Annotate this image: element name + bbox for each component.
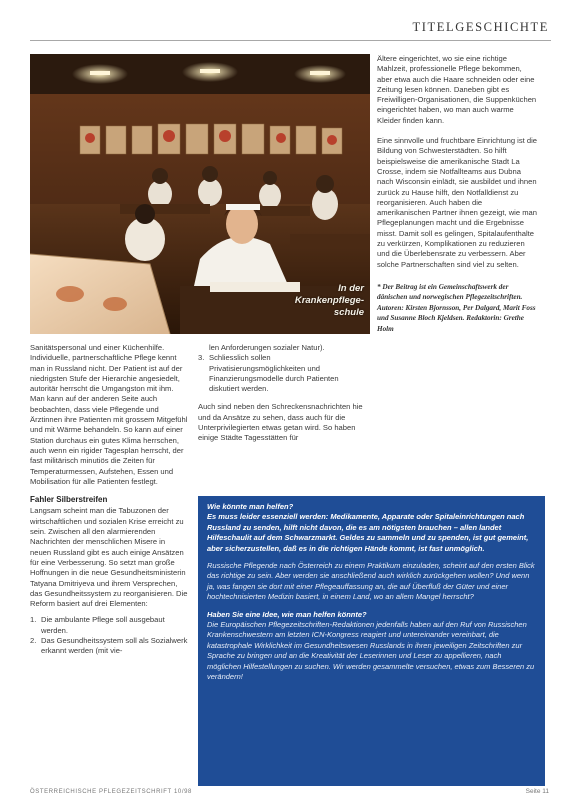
list-item: 1. Die ambulante Pflege soll ausgebaut werden.: [30, 615, 165, 635]
page-number: Seite 11: [525, 788, 549, 795]
paragraph: Ältere eingerichtet, wo sie eine richtige Mahlzeit, professionelle Pflege bekommen, aber etwa auch die Haare schneiden oder eine Zeitung lesen können. Daneben gibt es Freiwilligen-Organisationen, die Suppenküchen eingerichtet haben, wo man auch warme Kleider finden kann.: [377, 54, 537, 125]
photo-caption: [272, 283, 364, 319]
footnote: * Der Beitrag ist ein Gemeinschaftswerk der dänischen und norwegischen Pflegezeitschriften. Autoren: Kirsten Bjornsson, Per Dalgard, Marit Foss und Susanne Bloch Kjeldsen. Redaktorin: Grethe Holm: [377, 282, 536, 333]
box-question: Haben Sie eine Idee, wie man helfen könnte?: [207, 609, 367, 619]
paragraph: Sanitätspersonal und einer Küchenhilfe. Individuelle, partnerschaftliche Pflege kennt man in Russland nicht. Der Patient ist auf der niedrigsten Stufe der Hierarchie angesiedelt, autoritär herrscht die Umgangston mit ihm. Man kann auf der anderen Seite auch beobachten, dass viele Pflegende und Ärztinnen ihre Patienten mit grossem Mitgefühl und mit Wärme behandeln. So kann auf einer Station durchaus ein gutes Klima herrschen, auch wenn ein rigider Tagesplan herrscht, der fast militärisch minutiös die Zeiten für Temperaturmessen, Aufstehen, Essen und Mobilisation für alle Patienten festlegt.: [30, 343, 188, 486]
subheading: Fahler Silberstreifen: [30, 495, 108, 505]
box-answer: Die Europäischen Pflegezeitschriften-Redaktionen jedenfalls haben auf den Ruf von Russischen Krankenschwestern am letzten ICN-Kongress reagiert und untereinander vereinbart, die katastrophale Wirklichkeit im Gesundheitswesen Russlands in ihren jeweiligen Zeitschriften zur Sprache zu bringen und an die Kreativität der Leserinnen und Leser zu appellieren, nach möglichen Hilfestellungen zu suchen. Wir werden gesammelte versuchen, etwas zum Besseren zu verändern!: [207, 620, 535, 682]
reform-list-continued: [198, 343, 366, 394]
box-question: Wie könnte man helfen?: [207, 502, 294, 511]
list-item: 2. Das Gesundheitssystem soll als Sozialwerk erkannt werden (mit vie-: [30, 636, 188, 656]
paragraph: Langsam scheint man die Tabuzonen der wirtschaftlichen und sozialen Krise erreicht zu sein. Zwischen all den alarmierenden Nachrichten der menschlichen Misere in neuen Russland gibt es auch einige Ansätzen für eine Verbesserung. So setzt man große Hoffnungen in die neue Gesundheitsministerin Tatyana Dmitriyeva und ihrem Versprechen, das Gesundheitssystem zu reorganisieren. Die Reform basiert auf drei Elementen:: [30, 506, 188, 609]
help-box: [198, 496, 545, 786]
caption-line: schule: [333, 307, 364, 318]
reform-list: [30, 615, 188, 656]
header-rule: [30, 40, 551, 41]
left-column: [30, 343, 188, 657]
caption-line: In der: [338, 283, 364, 294]
box-answer: Es muss leider essenziell werden: Medikamente, Apparate oder Spitaleinrichtungen nach Russland zu senden, hilft nicht davon, die es am nötigsten brauchen – allen landet Hilfeschaulit auf dem Schwarzmarkt. Geldes zu sammeln und zu spenden, ist gut gemeint, aber sicherzustellen, daß es in die richtigen Hände kommt, ist fast unmöglich.: [207, 512, 529, 553]
paragraph: Auch sind neben den Schreckensnachrichten hie und da Ansätze zu sehen, dass auch für die Unterprivilegierten etwas getan wird. So haben einige Städte Tagesstätten für: [198, 402, 363, 443]
middle-column: [198, 343, 366, 444]
box-paragraph: Russische Pflegende nach Österreich zu einem Praktikum einzuladen, scheint auf den ersten Blick das richtige zu sein. Aber werden sie anschließend auch wirklich zurückgehen wollen? Und wenn ja, was fangen sie dort mit einer Pflegeauffassung an, die auf Überfluß der Güter und einer hochtechnisierten Medizin basiert, in einem Land, wo an allem Mangel herrscht?: [207, 561, 535, 602]
paragraph: Eine sinnvolle und fruchtbare Einrichtung ist die Bildung von Schwesterstädten. So hilft beispielsweise die amerikanische Stadt La Crosse, indem sie Notfallteams aus Dubna nach Wisconsin einlädt, sie ausbildet und ihnen zurück zu Hause hilft, den Notfalldienst zu reorganisieren. Auch haben die amerikanischen Partner ihnen gezeigt, wie man Pflegeplanungen macht und die Ergebnisse misst. Damit soll es gelingen, Spitalaufenthalte zu verkürzen, Komplikationen zu reduzieren und die Überlebensrate zu verbessern. Aber solche Partnerschaften sind viel zu selten.: [377, 136, 537, 269]
caption-line: Krankenpflege-: [294, 295, 364, 306]
list-item: len Anforderungen sozialer Natur).: [209, 343, 325, 352]
list-item: 3. Schliesslich sollen Privatisierungsmöglichkeiten und Finanzierungsmodelle durch Patienten diskutiert werden.: [198, 353, 339, 394]
footer-publication: ÖSTERREICHISCHE PFLEGEZEITSCHRIFT 10/98: [30, 789, 192, 795]
section-title: TITELGESCHICHTE: [412, 20, 549, 34]
right-column: [377, 54, 537, 334]
